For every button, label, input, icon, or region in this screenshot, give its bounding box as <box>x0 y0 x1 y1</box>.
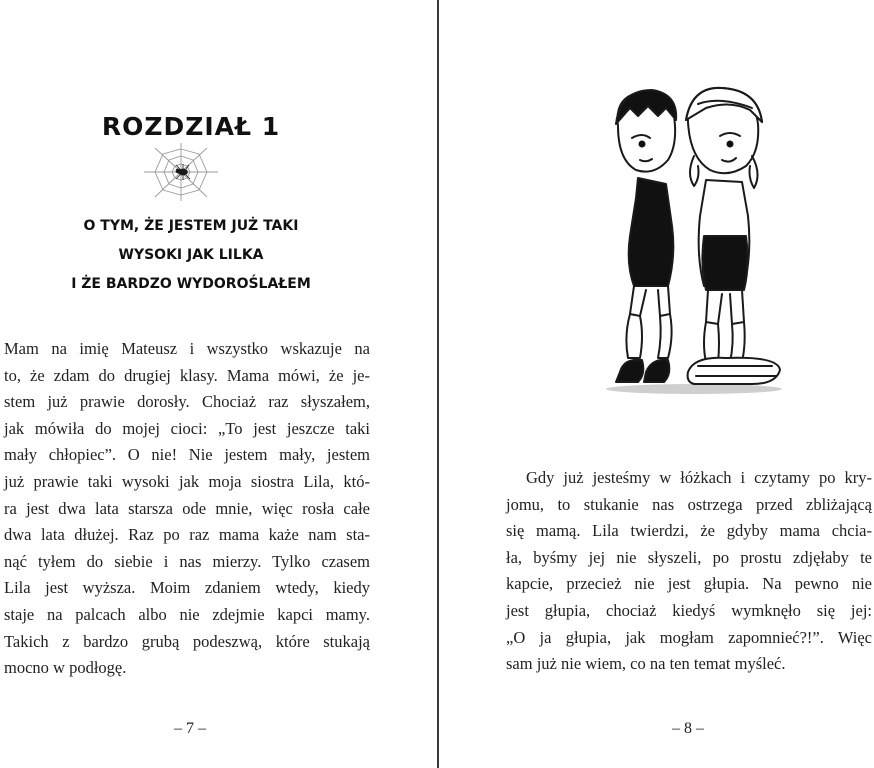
chapter-title: ROZDZIAŁ 1 <box>101 112 281 141</box>
text-line: „O ja głupia, jak mogłam zapomnieć?!”. Więc <box>506 627 872 647</box>
text-line: Mam na imię Mateusz i wszystko wskazuje na <box>4 339 370 358</box>
page-number: – 8 – <box>672 720 704 737</box>
siblings-back-to-back-illustration <box>602 86 782 404</box>
text-line: mocno w podłogę. <box>4 658 127 678</box>
text-line: już prawie taki wysoki jak moja siostra Lila, któ- <box>4 471 370 491</box>
page-number: – 7 – <box>174 720 206 737</box>
text-line: się mamą. Lila twierdzi, że gdyby mama chcia- <box>506 521 872 541</box>
text-line: sam już nie wiem, co na ten temat myśleć. <box>506 654 786 674</box>
text-line: jomu, to stukanie nas ostrzega przed zbliżającą <box>506 494 872 514</box>
text-line: kapcie, przecież nie jest głupia. Na pewno nie <box>506 574 872 594</box>
text-line: dwa lata dłużej. Raz po raz mama każe nam sta- <box>4 525 370 545</box>
text-line: Gdy już jesteśmy w łóżkach i czytamy po kry- <box>526 468 872 487</box>
text-line: ła, byśmy jej nie słyszeli, po prostu zdjęłaby te <box>506 547 872 567</box>
subtitle-line: I ŻE BARDZO WYDOROŚLAŁEM <box>71 276 311 292</box>
text-line: ra jest dwa lata starsza ode mnie, więc rosła całe <box>4 498 370 518</box>
text-line: jest głupia, chociaż kiedyś wymknęło się jej: <box>506 600 872 620</box>
text-line: Lila jest wyższa. Moim zdaniem wtedy, kiedy <box>4 578 370 598</box>
text-line: to, że zdam do drugiej klasy. Mama mówi, że je- <box>4 365 370 385</box>
subtitle-line: O TYM, ŻE JESTEM JUŻ TAKI <box>83 218 299 234</box>
body-text <box>4 336 370 682</box>
chapter-subtitle <box>40 212 342 299</box>
text-line: stem już prawie dorosły. Chociaż raz słyszałem, <box>4 392 370 412</box>
spider-web-icon <box>143 142 219 202</box>
text-line: mały chłopiec”. O nie! Nie jestem mały, jestem <box>4 445 370 465</box>
text-line: jak mówiła do mojej cioci: „To jest jeszcze taki <box>4 418 370 438</box>
right-page <box>439 0 874 768</box>
text-line: Takich z bardzo grubą podeszwą, które stukają <box>4 631 370 651</box>
subtitle-line: WYSOKI JAK LILKA <box>118 247 264 263</box>
body-text <box>506 465 872 678</box>
text-line: staje na palcach albo nie zdejmie kapci mamy. <box>4 604 370 624</box>
text-line: nąć tyłem do siebie i nas mierzy. Tylko czasem <box>4 551 370 571</box>
